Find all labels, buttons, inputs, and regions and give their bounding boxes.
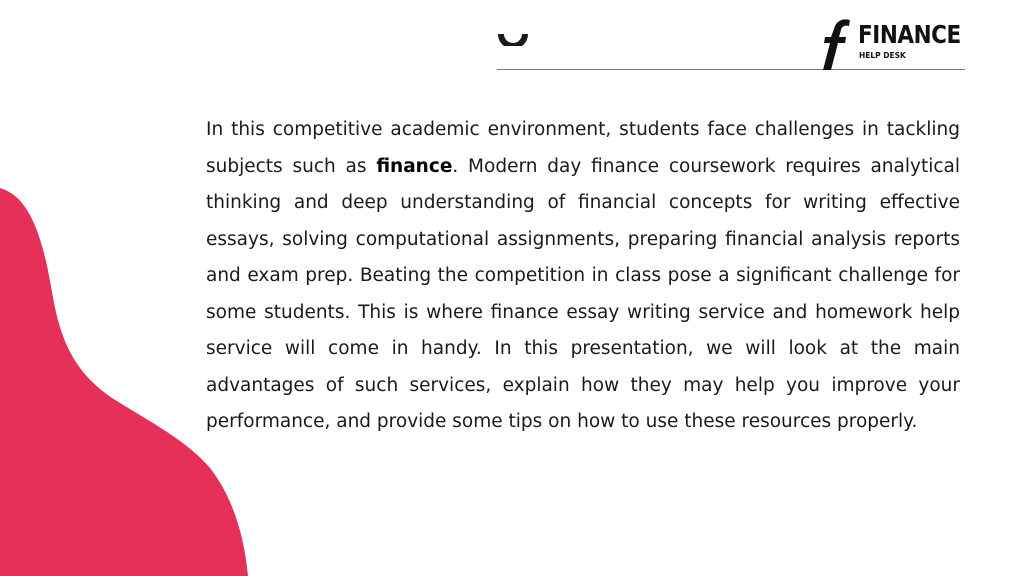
logo-subtitle: HELP DESK bbox=[859, 51, 906, 60]
logo-wordmark: FINANCE bbox=[858, 20, 961, 49]
body-paragraph bbox=[206, 112, 960, 441]
finance-help-desk-logo bbox=[818, 16, 968, 70]
body-emphasis: finance bbox=[376, 155, 453, 177]
body-text-rest: . Modern day finance coursework requires analytical thinking and deep understanding of financial concepts for writing effective essays, solving computational assignments, preparing financial analysis reports and exam prep. Beating the competition in class pose a significant challenge for some students. This is where finance essay writing service and homework help service will come in handy. In this presentation, we will look at the main advantages of such services, explain how they may help you improve your performance, and provide some tips on how to use these resources properly. bbox=[206, 155, 960, 432]
body-text-start: In this competitive academic environment, students face challenges in tackling subjects such as bbox=[206, 119, 960, 177]
finance-f-icon bbox=[820, 18, 854, 70]
semicircle-mark-icon bbox=[498, 18, 528, 46]
